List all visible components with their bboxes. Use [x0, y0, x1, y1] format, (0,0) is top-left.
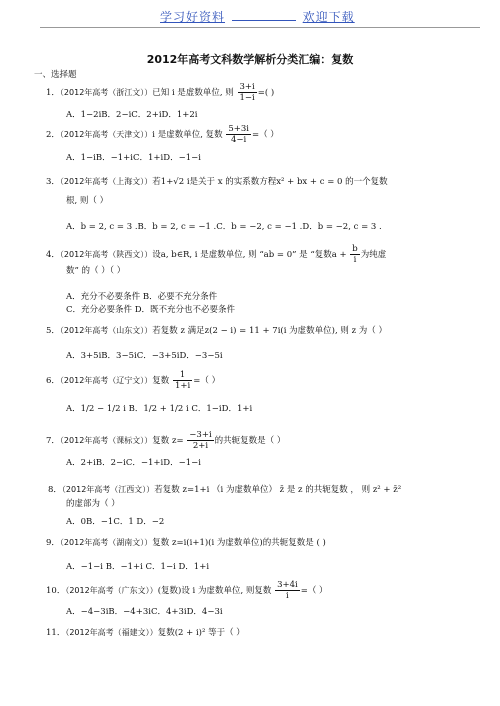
question-6 — [46, 370, 476, 391]
fraction-numerator: 3+i — [239, 82, 255, 92]
question-stem: 复数 z= — [152, 436, 184, 446]
question-tail: 的共轭复数是（ ） — [214, 436, 286, 446]
options-5: A．3+5iB．3−5iC．−3+5iD．−3−5i — [66, 351, 223, 361]
question-stem: 复数 — [152, 376, 170, 386]
header-gap — [232, 10, 296, 21]
question-stem: (复数)设 i 为虚数单位, 则复数 — [157, 586, 272, 596]
fraction-denominator: 2+i — [192, 441, 209, 451]
question-tail: =（ ） — [300, 586, 328, 596]
question-number: 3． — [46, 177, 60, 187]
question-tail: =( ) — [257, 88, 275, 98]
question-tail: 为纯虚 — [360, 250, 387, 260]
question-stem: 设a, b∈R, i 是虚数单位, 则 “ab = 0” 是 “复数a + — [152, 250, 347, 260]
question-number: 1． — [46, 88, 60, 98]
question-stem: 若1+√2 i是关于 x 的实系数方程x² + bx + c = 0 的一个复数 — [152, 177, 388, 187]
fraction-numerator: b — [352, 244, 358, 254]
question-stem: 若复数 z=1+i （i 为虚数单位） z̄ 是 z 的共轭复数 ， 则 z² + z̄² — [154, 485, 402, 495]
fraction-denominator: i — [286, 591, 289, 601]
fraction — [187, 430, 213, 451]
question-number: 9． — [46, 538, 60, 548]
options-4c: C．充分必要条件 D．既不充分也不必要条件 — [66, 305, 236, 315]
question-7 — [46, 430, 476, 451]
fraction-denominator: 1+i — [175, 381, 191, 391]
question-9 — [46, 537, 476, 549]
options-2: A．1−iB．−1+iC．1+iD．−1−i — [66, 153, 201, 163]
question-4-cont: 数” 的（ ）（ ） — [66, 266, 126, 276]
question-3-cont: 根, 则（ ） — [66, 196, 109, 206]
question-source: （2012年高考（陕西文）） — [59, 250, 153, 259]
question-source: （2012年高考（课标文）） — [59, 436, 153, 445]
section-heading: 一、选择题 — [34, 70, 77, 80]
question-source: （2012年高考（山东文）） — [59, 326, 153, 335]
question-stem: 复数 z=i(i+1)(i 为虚数单位)的共轭复数是 ( ) — [152, 538, 326, 548]
question-number: 8． — [48, 485, 62, 495]
question-number: 11． — [46, 628, 66, 638]
question-number: 2． — [46, 130, 60, 140]
question-number: 5． — [46, 326, 60, 336]
doc-title: 2012年高考文科数学解析分类汇编：复数 — [146, 53, 354, 66]
options-7: A．2+iB．2−iC．−1+iD．−1−i — [66, 458, 201, 468]
question-number: 4． — [46, 250, 60, 260]
question-2 — [46, 124, 476, 145]
question-stem: i 是虚数单位, 复数 — [152, 130, 223, 140]
options-3: A．b = 2, c = 3 .B．b = 2, c = −1 .C．b = −2, c = −1 .D．b = −2, c = 3 . — [66, 222, 382, 232]
question-number: 7． — [46, 436, 60, 446]
fraction-numerator: 5+3i — [228, 124, 249, 134]
question-3 — [46, 176, 476, 188]
fraction-numerator: 1 — [173, 370, 192, 381]
question-8-cont: 的虚部为（ ） — [66, 499, 120, 509]
question-source: （2012年高考（江西文）） — [61, 485, 155, 494]
question-source: （2012年高考（湖南文）） — [59, 538, 153, 547]
question-source: （2012年高考（广东文）） — [65, 586, 158, 595]
question-8 — [48, 484, 478, 496]
fraction — [173, 370, 192, 391]
question-4 — [46, 244, 476, 265]
question-11 — [46, 627, 476, 639]
header-link-left[interactable]: 学习好资料 — [160, 10, 226, 24]
question-source: （2012年高考（上海文）） — [59, 177, 153, 186]
fraction-denominator: i — [353, 255, 357, 265]
question-tail: =（ ） — [251, 130, 279, 140]
fraction-denominator: 1−i — [239, 93, 255, 103]
options-9: A．−1−i B．−1+i C．1−i D．1+i — [66, 562, 210, 572]
options-8: A．0B．−1C．1 D．−2 — [66, 517, 165, 527]
options-4a: A．充分不必要条件 B．必要不充分条件 — [66, 292, 218, 302]
question-stem: 复数(2 + i)² 等于（ ） — [157, 628, 245, 638]
fraction-numerator: 3+4i — [277, 580, 298, 590]
header-link-right[interactable]: 欢迎下载 — [302, 10, 355, 24]
question-stem: 若复数 z 满足z(2 − i) = 11 + 7i(i 为虚数单位), 则 z 为（ ） — [152, 326, 387, 336]
page-header — [160, 8, 390, 25]
question-source: （2012年高考（天津文）） — [59, 130, 153, 139]
fraction — [350, 244, 359, 265]
question-10 — [46, 580, 476, 601]
fraction — [275, 580, 300, 601]
question-source: （2012年高考（福建文）） — [65, 628, 158, 637]
question-source: （2012年高考（辽宁文）） — [59, 376, 153, 385]
question-source: （2012年高考（浙江文）） — [59, 88, 153, 97]
fraction — [238, 82, 257, 103]
options-6: A．1/2 − 1/2 i B．1/2 + 1/2 i C．1−iD．1+i — [66, 404, 253, 414]
question-1 — [46, 82, 476, 103]
question-tail: =（ ） — [193, 376, 221, 386]
question-5 — [46, 325, 476, 337]
fraction — [226, 124, 251, 145]
question-stem: 已知 i 是虚数单位, 则 — [152, 88, 234, 98]
question-number: 6． — [46, 376, 60, 386]
question-number: 10． — [46, 586, 66, 596]
header-divider — [40, 27, 480, 28]
fraction-denominator: 4−i — [231, 135, 247, 145]
options-10: A．−4−3iB．−4+3iC．4+3iD．4−3i — [66, 607, 223, 617]
fraction-numerator: −3+i — [189, 430, 212, 440]
options-1: A．1−2iB．2−iC．2+iD．1+2i — [66, 110, 198, 120]
